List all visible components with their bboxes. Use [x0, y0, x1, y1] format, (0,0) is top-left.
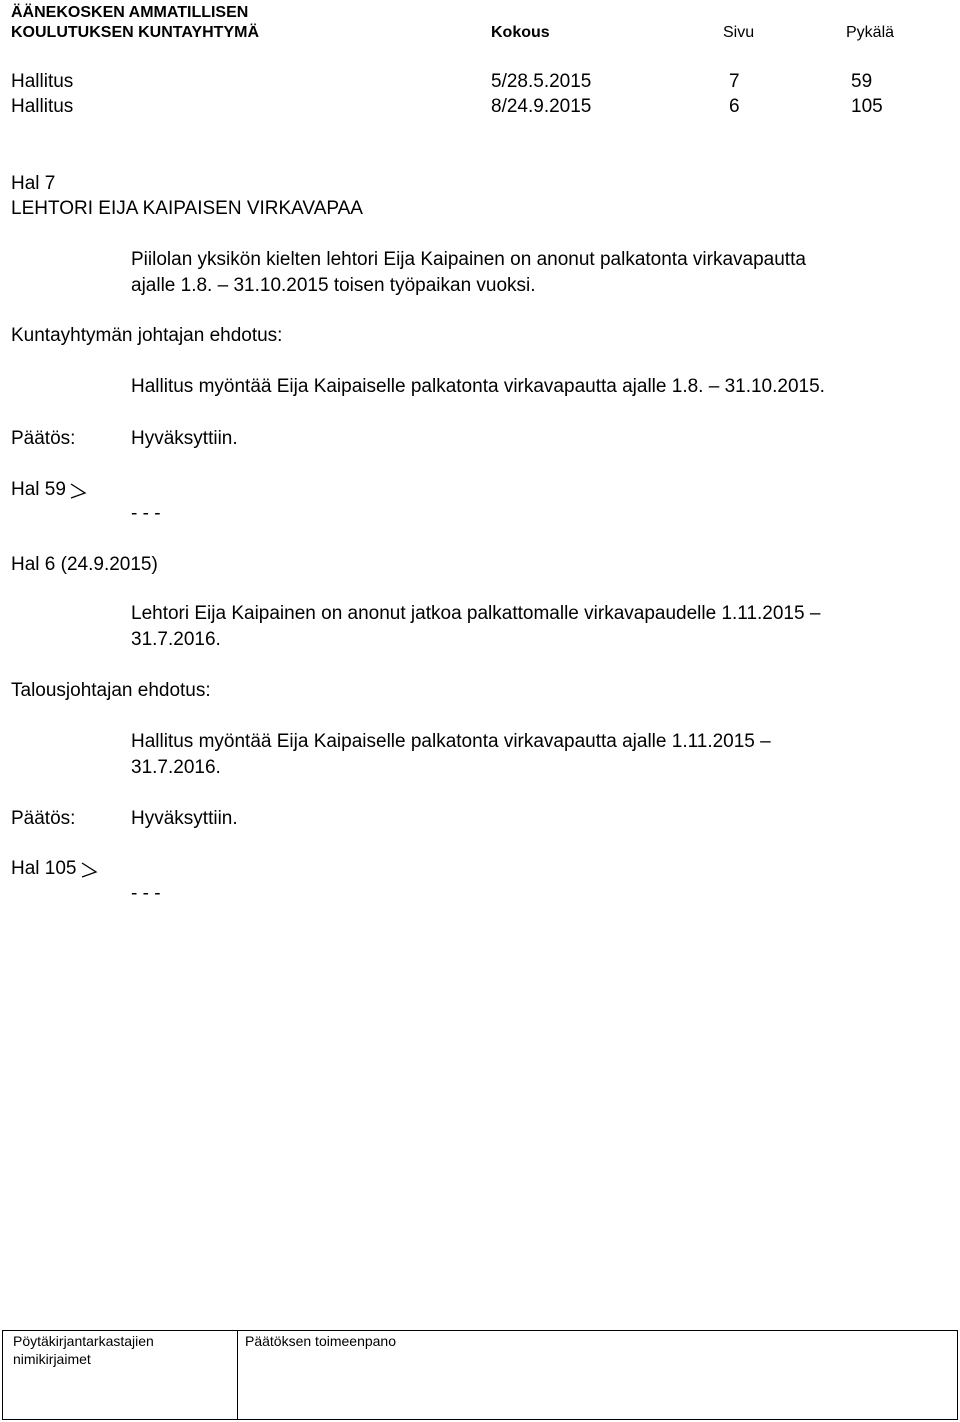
item-title: LEHTORI EIJA KAIPAISEN VIRKAVAPAA: [11, 198, 363, 219]
part1-intro-line2: ajalle 1.8. – 31.10.2015 toisen työpaikan vuoksi.: [131, 275, 536, 296]
org-name-line2: KOULUTUKSEN KUNTAYHTYMÄ: [11, 24, 259, 41]
part2-proposal-line1: Hallitus myöntää Eija Kaipaiselle palkatonta virkavapautta ajalle 1.11.2015 –: [131, 731, 771, 752]
part1-proposal-label: Kuntayhtymän johtajan ehdotus:: [11, 325, 283, 346]
part2-heading: Hal 6 (24.9.2015): [11, 554, 158, 575]
reference-page: 7: [729, 71, 740, 92]
part2-decision-text: Hyväksyttiin.: [131, 808, 238, 829]
reference-section: 105: [851, 96, 883, 117]
part1-decision-label: Päätös:: [11, 428, 76, 449]
reference-meeting: 8/24.9.2015: [491, 96, 592, 117]
footer-divider: [237, 1331, 238, 1419]
part1-section-ref-label: Hal 59: [11, 479, 66, 500]
part2-decision-label: Päätös:: [11, 808, 76, 829]
item-number: Hal 7: [11, 173, 56, 194]
reference-section: 59: [851, 71, 873, 92]
reference-body: Hallitus: [11, 71, 74, 92]
reference-body: Hallitus: [11, 96, 74, 117]
part1-decision-text: Hyväksyttiin.: [131, 428, 238, 449]
column-header-section: Pykälä: [846, 24, 895, 41]
part2-proposal-line2: 31.7.2016.: [131, 757, 221, 778]
part2-proposal-label: Talousjohtajan ehdotus:: [11, 680, 211, 701]
org-name-line1: ÄÄNEKOSKEN AMMATILLISEN: [11, 4, 249, 21]
part2-intro-line1: Lehtori Eija Kaipainen on anonut jatkoa palkattomalle virkavapaudelle 1.11.2015 –: [131, 603, 821, 624]
part2-separator: - - -: [131, 883, 161, 904]
reference-page: 6: [729, 96, 740, 117]
section-ref-mark-icon: [81, 862, 103, 878]
part1-intro-line1: Piilolan yksikön kielten lehtori Eija Kaipainen on anonut palkatonta virkavapautta: [131, 249, 806, 270]
column-header-page: Sivu: [723, 24, 755, 41]
reference-meeting: 5/28.5.2015: [491, 71, 592, 92]
part1-separator: - - -: [131, 503, 161, 524]
part1-proposal-text: Hallitus myöntää Eija Kaipaiselle palkatonta virkavapautta ajalle 1.8. – 31.10.2015.: [131, 376, 825, 397]
footer-box: [2, 1330, 958, 1420]
footer-reviewer-label-line1: Pöytäkirjantarkastajien: [13, 1333, 154, 1349]
footer-execution-label: Päätöksen toimeenpano: [245, 1333, 396, 1349]
part1-section-ref: [11, 478, 92, 502]
part2-intro-line2: 31.7.2016.: [131, 629, 221, 650]
section-ref-mark-icon: [70, 483, 92, 499]
part2-section-ref-label: Hal 105: [11, 858, 77, 879]
part2-section-ref: [11, 857, 103, 881]
column-header-meeting: Kokous: [491, 24, 550, 41]
footer-reviewer-label-line2: nimikirjaimet: [13, 1351, 91, 1367]
